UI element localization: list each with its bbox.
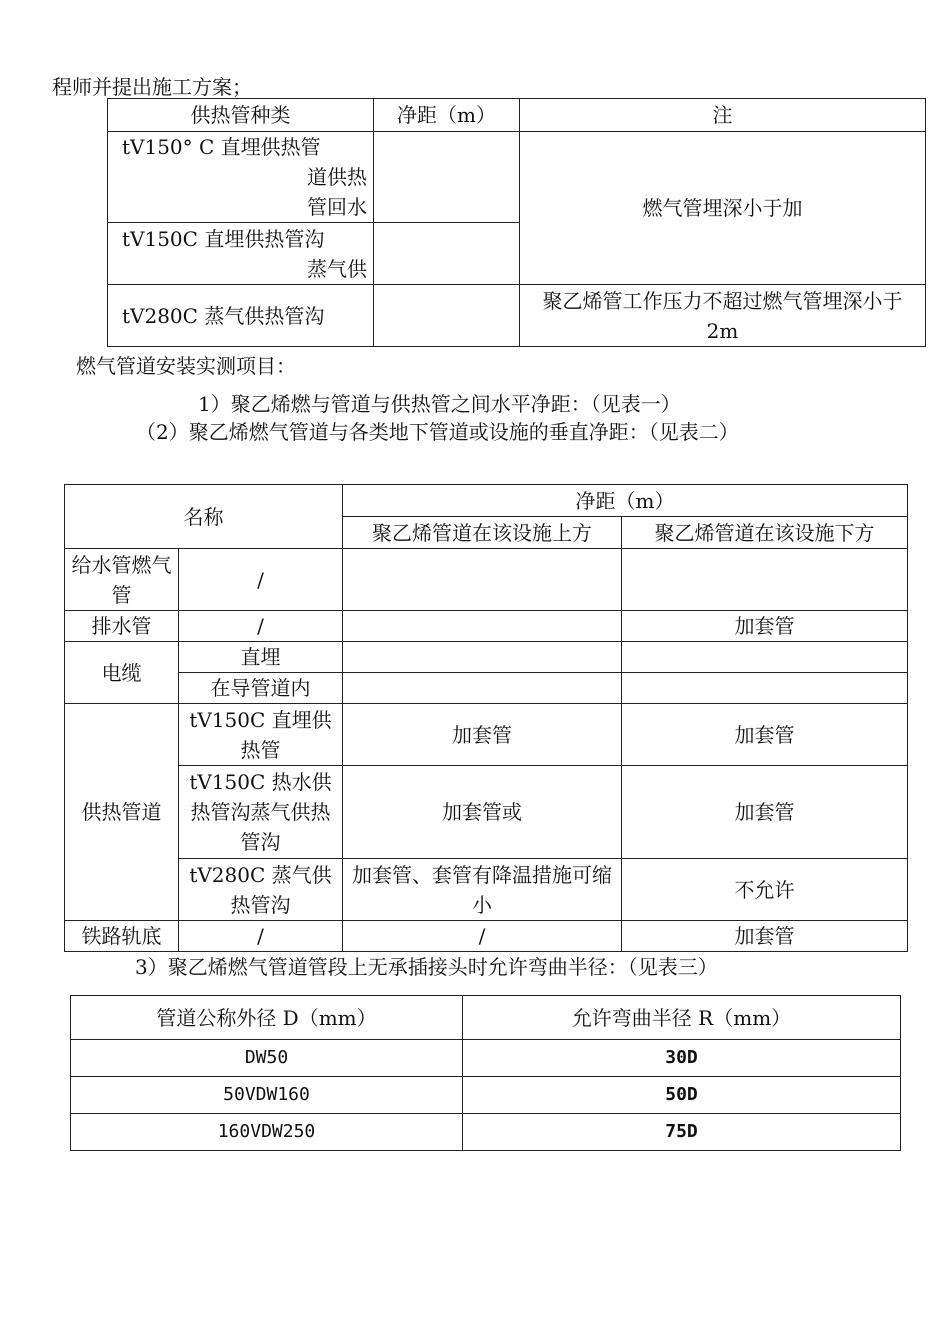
- facility-name: 铁路轨底: [65, 921, 179, 952]
- item-1: 1）聚乙烯燃与管道与供热管之间水平净距：（见表一）: [198, 392, 681, 416]
- facility-sub: tV280C 蒸气供热管沟: [179, 859, 343, 921]
- below-header: 聚乙烯管道在该设施下方: [622, 517, 908, 549]
- facility-sub: 在导管道内: [179, 673, 343, 704]
- table-row: [71, 1040, 901, 1077]
- cell-line: 道供热: [307, 165, 367, 189]
- table-header-row: [65, 485, 908, 517]
- diameter-cell: 50VDW160: [71, 1077, 463, 1114]
- column-header: 管道公称外径 D（mm）: [71, 996, 463, 1040]
- table-row: [65, 766, 908, 859]
- facility-sub: 直埋: [179, 642, 343, 673]
- bend-radius-table: [70, 995, 901, 1151]
- below-value: 加套管: [622, 611, 908, 642]
- table-row: [65, 611, 908, 642]
- distance-cell: [374, 223, 520, 285]
- distance-cell: [374, 285, 520, 347]
- pipe-type-cell: [108, 132, 374, 223]
- facility-sub: tV150C 直埋供热管: [179, 704, 343, 766]
- facility-name: 给水管燃气管: [65, 549, 179, 611]
- table-row: [71, 1077, 901, 1114]
- facility-sub: /: [179, 921, 343, 952]
- table-row: [108, 132, 926, 223]
- table-row: [65, 921, 908, 952]
- below-value: 加套管: [622, 766, 908, 859]
- above-value: [343, 611, 622, 642]
- radius-cell: 50D: [463, 1077, 901, 1114]
- table-row: [65, 673, 908, 704]
- column-header: 注: [520, 99, 926, 132]
- column-header: 净距（m）: [374, 99, 520, 132]
- table-header-row: [71, 996, 901, 1040]
- above-value: 加套管: [343, 704, 622, 766]
- below-value: 加套管: [622, 704, 908, 766]
- above-value: 加套管、套管有降温措施可缩小: [343, 859, 622, 921]
- table-header-row: [108, 99, 926, 132]
- below-value: [622, 673, 908, 704]
- item-2: （2）聚乙烯燃气管道与各类地下管道或设施的垂直净距：（见表二）: [136, 420, 739, 444]
- cell-line: 蒸气供: [307, 256, 367, 281]
- facility-sub: /: [179, 611, 343, 642]
- above-value: /: [343, 921, 622, 952]
- above-header: 聚乙烯管道在该设施上方: [343, 517, 622, 549]
- table-row: [108, 285, 926, 347]
- section-title: 燃气管道安装实测项目：: [76, 354, 296, 378]
- item-3: 3）聚乙烯燃气管道管段上无承插接头时允许弯曲半径：（见表三）: [135, 955, 718, 979]
- table-row: [65, 549, 908, 611]
- table-row: [65, 859, 908, 921]
- facility-sub: tV150C 热水供热管沟蒸气供热管沟: [179, 766, 343, 859]
- note-cell: 聚乙烯管工作压力不超过燃气管埋深小于 2m: [520, 285, 926, 347]
- below-value: 不允许: [622, 859, 908, 921]
- heating-pipe-table: [107, 98, 926, 347]
- distance-header: 净距（m）: [343, 485, 908, 517]
- diameter-cell: 160VDW250: [71, 1114, 463, 1151]
- pipe-type-cell: [108, 223, 374, 285]
- facility-name: 排水管: [65, 611, 179, 642]
- cell-line: tV150C 直埋供热管沟: [122, 226, 325, 251]
- facility-sub: /: [179, 549, 343, 611]
- below-value: [622, 549, 908, 611]
- table-row: [65, 704, 908, 766]
- table-row: [71, 1114, 901, 1151]
- below-value: [622, 642, 908, 673]
- facility-name: 供热管道: [65, 704, 179, 921]
- above-value: 加套管或: [343, 766, 622, 859]
- vertical-distance-table: [64, 484, 908, 952]
- above-value: [343, 549, 622, 611]
- below-value: 加套管: [622, 921, 908, 952]
- diameter-cell: DW50: [71, 1040, 463, 1077]
- cell-line: tV150° C 直埋供热管: [122, 135, 321, 159]
- column-header: 允许弯曲半径 R（mm）: [463, 996, 901, 1040]
- name-header: 名称: [65, 485, 343, 549]
- above-value: [343, 642, 622, 673]
- radius-cell: 75D: [463, 1114, 901, 1151]
- pipe-type-cell: tV280C 蒸气供热管沟: [108, 285, 374, 347]
- distance-cell: [374, 132, 520, 223]
- intro-text: 程师并提出施工方案；: [52, 75, 252, 99]
- above-value: [343, 673, 622, 704]
- cell-line: 管回水: [307, 195, 367, 219]
- radius-cell: 30D: [463, 1040, 901, 1077]
- table-row: [65, 642, 908, 673]
- column-header: 供热管种类: [108, 99, 374, 132]
- facility-name: 电缆: [65, 642, 179, 704]
- note-cell: 燃气管埋深小于加: [520, 132, 926, 285]
